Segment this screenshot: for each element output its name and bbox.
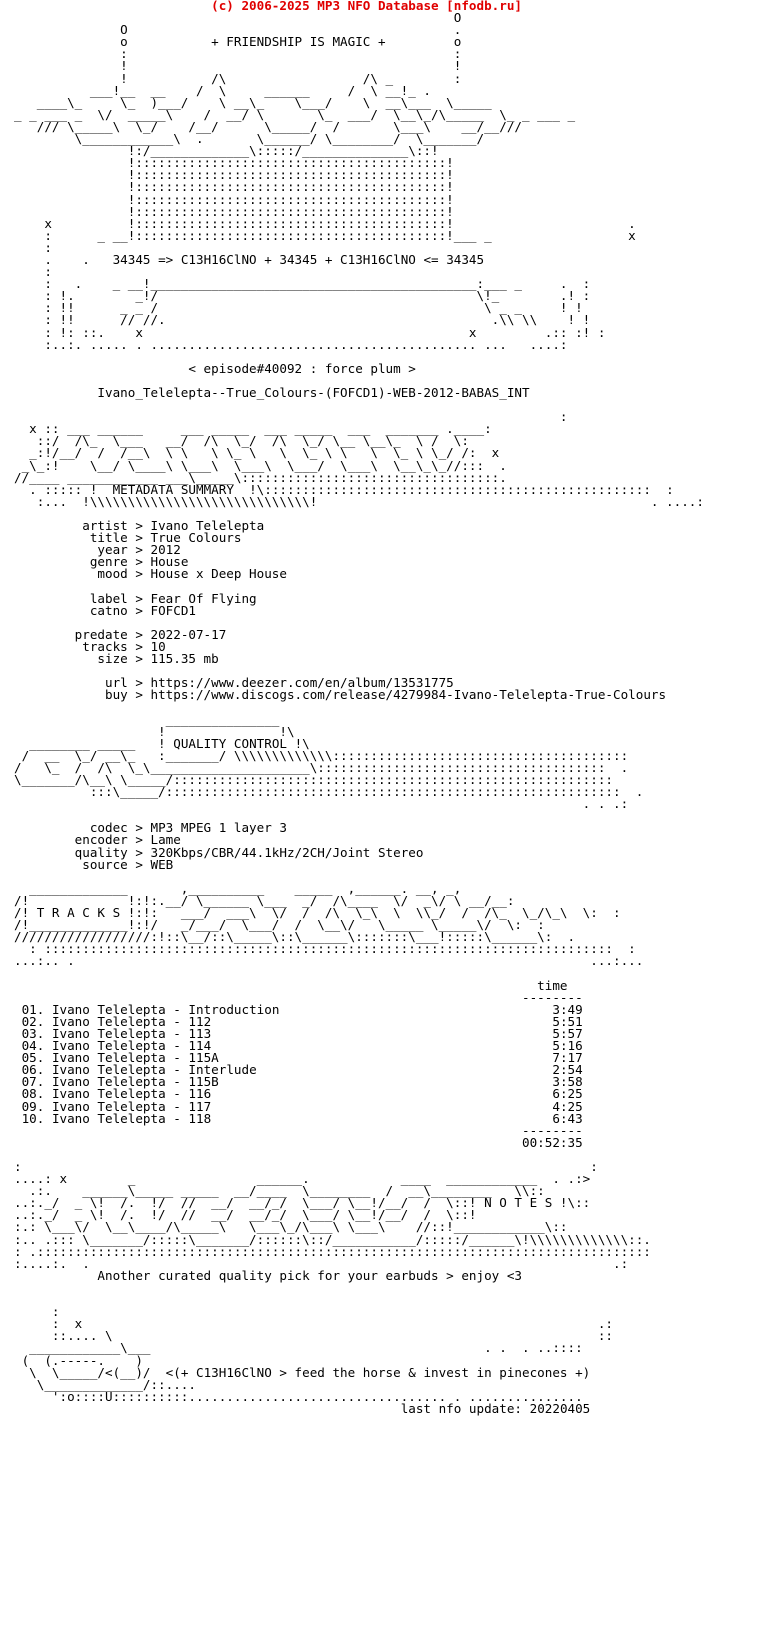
track-number: 09. — [21, 1098, 45, 1114]
notes-title: N O T E S — [484, 1195, 553, 1211]
header-art: O O . o + FRIENDSHIP IS MAGIC + o : : ! ! ! /\ /\ _ : ___!__ __ / \ ______ / \ __!_ . ____\_ \_ )___/ \ __\_ \___/ \ __\___ \_____ _ _ ___ _ \/ _____\ / __/ \ \_ ___/ \__\_/\_____ \_ _ ___ _ /// \_____\ \_/ /__/ \_____/ / \___\ __/__/// \____________\ . \______/ \________/ \_______/ !:/_____________\:::::/______________\::! !:::::::::::::::::::::::::::::::::::::::::! !:::::::::::::::::::::::::::::::::::::::::! !:::::::::::::::::::::::::::::::::::::::::! !:::::::::::::::::::::::::::::::::::::::::! !:::::::::::::::::::::::::::::::::::::::::! x !:::::::::::::::::::::::::::::::::::::::::! . : _ __!:::::::::::::::::::::::::::::::::::::::::!___ _ x : . . — [14, 10, 636, 267]
track-number: 04. — [21, 1038, 45, 1054]
metadata-row-value: Fear Of Flying — [150, 590, 257, 606]
metadata-row-value: True Colours — [150, 530, 242, 546]
metadata-row-value: House x Deep House — [150, 566, 287, 582]
quality-row: encoder > Lame — [14, 832, 181, 848]
copyright-credit: (c) 2006-2025 MP3 NFO Database [nfodb.ru] — [211, 0, 523, 13]
track-title: Ivano Telelepta - 112 — [51, 1013, 212, 1029]
metadata-row-key: catno — [14, 602, 128, 618]
metadata-row-value[interactable]: https://www.discogs.com/release/4279984-Ivano-Telelepta-True-Colours — [150, 687, 667, 703]
track-row — [14, 1111, 583, 1126]
tracks-title: T R A C K S — [36, 905, 121, 921]
metadata-row: catno > FOFCD1 — [14, 602, 196, 618]
track-number: 02. — [21, 1013, 45, 1029]
tracks-banner-art: _____________ ,__________ _____ ,______. __, _, /! !:!:.__/ \______ \___ _/ /\____ \/ _\/ \ __/__: — [14, 880, 515, 908]
metadata-row-key: url — [14, 675, 128, 691]
metadata-row-value: 115.35 mb — [150, 651, 219, 667]
track-time: 3:49 — [522, 1001, 583, 1017]
track-title: Ivano Telelepta - Interlude — [51, 1062, 257, 1078]
metadata-row-key: year — [14, 542, 128, 558]
track-time: 2:54 — [522, 1062, 583, 1078]
quality-row-key: encoder — [14, 832, 128, 848]
track-title: Ivano Telelepta - 114 — [51, 1038, 212, 1054]
notes-banner-art-bottom: ..:._/ _ \! /. !/ // __/ __/_/ \___/ \__!/__/ / \::! :.: \___\/ \__\____/\_____\ \___\_/\___\ \___\ //::!____________\:: :.. .::: \_______/:::::\_______/::::::\::/___________/:::::/______\!\\\\\\\\\\\\\::. : .::::::::::::::::::::::::::::::::::::::::::::::::::::::::::::::::::::::::::::::::: :....:. . .: — [14, 1207, 651, 1271]
track-title: Ivano Telelepta - 115A — [51, 1050, 219, 1066]
track-time: 4:25 — [522, 1098, 583, 1114]
track-number: 03. — [21, 1025, 45, 1041]
quality-banner-art: _______________ ! !\ ________ _____ ! — [29, 711, 295, 751]
notes-banner-art: : : ....: x _ ______. ____ ____________ . .:> .:. ______\_____ _____ __/____ \________ / __\________ \\:: — [14, 1159, 598, 1199]
metadata-row-value[interactable]: https://www.deezer.com/en/album/13531775 — [150, 675, 454, 691]
metadata-row-key: genre — [14, 554, 128, 570]
track-number: 01. — [21, 1001, 45, 1017]
metadata-row-key: title — [14, 530, 128, 546]
metadata-row-key: mood — [14, 566, 128, 582]
last-update-label: last nfo update: — [400, 1400, 523, 1416]
track-time: 6:25 — [522, 1086, 583, 1102]
track-time: 7:17 — [522, 1050, 583, 1066]
track-title: Ivano Telelepta - 118 — [51, 1110, 212, 1126]
metadata-row: mood > House x Deep House — [14, 566, 287, 582]
metadata-row-key: artist — [14, 518, 128, 534]
track-title: Ivano Telelepta - 116 — [51, 1086, 212, 1102]
notes-text: Another curated quality pick for your earbuds > enjoy <3 — [97, 1267, 523, 1283]
quality-list — [14, 820, 423, 871]
metadata-row-value: Ivano Telelepta — [150, 518, 265, 534]
track-time: 3:58 — [522, 1074, 583, 1090]
episode-line: < episode#40092 : force plum > — [188, 360, 416, 376]
track-number: 10. — [21, 1110, 45, 1126]
metadata-row-key: predate — [14, 626, 128, 642]
quality-row: codec > MP3 MPEG 1 layer 3 — [14, 820, 287, 836]
metadata-banner-art-bottom: :... !\\\\\\\\\\\\\\\\\\\\\\\\\\\\\! . ....: — [14, 493, 704, 509]
metadata-row-value: 10 — [150, 638, 166, 654]
footer-line: <(+ C13H16ClNO > feed the horse & invest in pinecones +) — [165, 1364, 591, 1380]
quality-row-value: WEB — [150, 856, 174, 872]
metadata-row-value: FOFCD1 — [150, 602, 196, 618]
metadata-row: genre > House — [14, 554, 189, 570]
metadata-row: title > True Colours — [14, 530, 242, 546]
formula-line: 34345 => C13H16ClNO + 34345 + C13H16ClNO <= 34345 — [112, 251, 485, 267]
metadata-row: artist > Ivano Telelepta — [14, 518, 265, 534]
metadata-row: size > 115.35 mb — [14, 651, 219, 667]
metadata-row: year > 2012 — [14, 542, 181, 558]
metadata-row: url > https://www.deezer.com/en/album/13531775 — [14, 675, 454, 691]
track-title: Ivano Telelepta - 113 — [51, 1025, 212, 1041]
metadata-row: tracks > 10 — [14, 638, 166, 654]
metadata-summary-title: METADATA SUMMARY — [112, 481, 234, 497]
tracks-banner-art-bottom: /!_____________!:!/ _/___/ \___/ / \__\/ \_____ \_____\/ \: : //////////////////:!::\__/::\_____\::\______\:::::::\___!:::::\______\: . : ::::::::::::::::::::::::::::::::::::::::::::::::::::::::::::::::::::::::::: : ...:.. . ...:... — [14, 917, 644, 969]
metadata-row-value: House — [150, 554, 189, 570]
track-time: 6:43 — [522, 1110, 583, 1126]
quality-row-key: codec — [14, 820, 128, 836]
quality-control-title: QUALITY CONTROL — [173, 735, 287, 751]
metadata-row-key: label — [14, 590, 128, 606]
track-time: 5:57 — [522, 1025, 583, 1041]
track-time: 5:16 — [522, 1038, 583, 1054]
header-art-2: : : . _ __!___________________________________________:___ _ . : : !. _!/ \!_ .! : : !! _ _ / \ _ _ ! ! : !! // //. .\\ \\ ! ! : !: ::. x x .:: :! : :..:. ..... . ........................................... ... ....: — [44, 264, 606, 352]
last-update-value: 20220405 — [529, 1400, 591, 1416]
metadata-row-key: tracks — [14, 638, 128, 654]
track-time: 5:51 — [522, 1013, 583, 1029]
metadata-row-value: 2012 — [150, 542, 181, 558]
quality-banner-art-bottom: / __ \_/ __\_ :_______/ \\\\\\\\\\\\\::::::::::::::::::::::::::::::::::::::: / \_ / /\ \_\_____________________\:::::::::::::::::::::::::::::::::::::: . \_______/\__\ \_____/:::::::::::::::::::::::::::::::::::::::::::::::::::::::::: :::\_____/:::::::::::::::::::::::::::::::::::::::::::::::::::::::::::: . . . .: — [14, 747, 644, 812]
quality-row: source > WEB — [14, 856, 174, 872]
total-time: 00:52:35 — [522, 1134, 583, 1150]
quality-row-key: source — [14, 856, 128, 872]
metadata-row-value: 2022-07-17 — [150, 626, 227, 642]
metadata-row-key: size — [14, 651, 128, 667]
metadata-banner-art: : x :: ___ ______ ___ _____ ___ _____ ___ _______ .____: ::/ /\_ \___ __/ /\ \_/ /\ \_/ \__ \__\_ \ / \: _:!/__/ / /__\ \ \ \ \_ \ \ \_ \ \ \ \_ \ \_/ /: x _\_:! \__/ \____\ \___\ \___\ \___/ \___\ \__\_\_//::: . //____ ____________ ___\_____\::::::::::::::::::::::::::::::::::. . ::::: — [14, 409, 568, 497]
time-column-header: time — [537, 977, 568, 993]
quality-row-value: Lame — [150, 832, 181, 848]
metadata-row: predate > 2022-07-17 — [14, 626, 227, 642]
nfo-document: (c) 2006-2025 MP3 NFO Database [nfodb.ru] O O . o + FRIENDSHIP IS MAGIC + o : : ! ! ! /\ /\ _ : ___!__ __ / \ ______ / \ __!_ . ____\_ \_ )___/ \ __\_ \___/ \ __\___ \_____ _ _ ___ _ \/ _____\ / __/ \ \_ ___/ \__\_/\_____ \_ _ ___ _ /// \_____\ \_/ /__/ \_____/ / \___\ __/__/// \____________\ . \______/ \________/ \_______/ !:/_____________\:::::/______________\::! !:::::::::::::::::::::::::::::::::::::::::! !:::::::::::::::::::::::::::::::::::::::::! !:::::::::::::::::::::::::::::::::::::::::! !:::::::::::::::::::::::::::::::::::::::::! !:::::::::::::::::::::::::::::::::::::::::! x !:::::::::::::::::::::::::::::::::::::::::! . : _ __!:::::::::::::::::::::::::::::::::::::::::!___ _ x : . . 34345 => C13H16ClNO + 34345 + C13H16ClNO <= 34345 : : . _ __!___________________________________________:___ _ . : : !. _!/ \!_ .! : : !! _ _ / \ _ _ ! ! : !! // //. .\\ \\ ! ! : !: ::. x x .:: :! : :..:. ..... . ........................................... ... ....: < episode#40092 : force plum > Ivano_Telelepta--True_Colours-(FOFCD1)-WEB-2012-BABAS_INT : x :: ___ ______ ___ _____ ___ _____ ___ _______ .____: ::/ /\_ \___ __/ /\ \_/ /\ \_/ \__ \__\_ \ / \: _:!/__/ / /__\ \ \ \ \_ \ \ \_ \ \ \ \_ \ \_/ /: x _\_:! \__/ \____\ \___\ \___\ \___/ \___\ \__\_\_//::: . //____ ____________ ___\_____\::::::::::::::::::::::::::::::::::. . ::::: ! METADATA SUMMARY !\::::::::::::::::::::::::::::::::::::::::::::::::::: : :... !\\\\\\\\\\\\\\\\\\\\\\\\\\\\\! . ....: artist > Ivano Telelepta title > True Colours year > 2012 genre > House mood > House x Deep House label > Fear Of Flying catno > FOFCD1 predate > 2022-07-17 tracks > 10 size > 115.35 mb url > https://www.deezer.com/en/album/13531775 buy > https://www.discogs.com/release/4279984-Ivano-Telelepta-True-Colours _______________ ! !\ ________ _____ ! QUALITY CONTROL !\ / __ \_/ __\_ :_______/ \\\\\\\\\\\\\::::::::::::::::::::::::::::::::::::::: / \_ / /\ \_\_____________________\:::::::::::::::::::::::::::::::::::::: . \_______/\__\ \_____/:::::::::::::::::::::::::::::::::::::::::::::::::::::::::: :::\_____/:::::::::::::::::::::::::::::::::::::::::::::::::::::::::::: . . . .: codec > MP3 MPEG 1 layer 3 encoder > Lame quality > 320Kbps/CBR/44.1kHz/2CH/Joint Stereo source > WEB _____________ ,__________ _____ ,______. __, _, /! !:!:.__/ \______ \___ _/ /\____ \/ _\/ \ __/__: /! T R A C K S !:!: ___/ ___\ \/ / /\ \_\ \ \\_/ / /\_ \_/\_\ \: : /!_____________!:!/ _/___/ \___/ / \__\/ \_____ \_____\/ \: : //////////////////:!::\__/::\_____\::\______\:::::::\___!:::::\______\: . : ::::::::::::::::::::::::::::::::::::::::::::::::::::::::::::::::::::::::::: : ...:.. . ...:... time -------- 01. Ivano Telelepta - Introduction 3:49 02. Ivano Telelepta - 112 5:51 03. Ivano Telelepta - 113 5:57 04. Ivano Telelepta - 114 5:16 05. Ivano Telelepta - 115A 7:17 06. Ivano Telelepta - Interlude 2:54 07. Ivano Telelepta - 115B 3:58 08. Ivano Telelepta - 116 6:25 09. Ivano Telelepta - 117 4:25 10. Ivano Telelepta - 118 6:43 -------- 00:52:35 : : ....: x _ ______. ____ ____________ . .:> .:. ______\_____ _____ __/____ \________ / __\________ \\:: ..:._/ _ \! /. !/ // __/ __/_/ \___/ \__!/__/ / \::! N O T E S !\:: ..:._/ _ \! /. !/ // __/ __/_/ \___/ \__!/__/ / \::! :.: \___\/ \__\____/\_____\ \___\_/\___\ \___\ //::!____________\:: :.. .::: \_______/:::::\_______/::::::\::/___________/:::::/______\!\\\\\\\\\\\\\::. : .::::::::::::::::::::::::::::::::::::::::::::::::::::::::::::::::::::::::::::::::: :....:. . .: Another curated quality pick for your earbuds > enjoy <3 : : x .: ::.... \ :: ____________\___ . . . ..:::: ( (.-----. ) \ \_____/<(__)/ <(+ C13H16ClNO > feed the horse & invest in pinecones +) \_____________/::.... ':o::::U::::::::::.................................. . ............... last nfo update: 20220405 — [14, 0, 704, 1416]
footer-art: : : x .: ::.... \ :: ____________\___ . . . ..:::: ( (.-----. ) \ \_____/<(__)/ — [21, 1304, 613, 1380]
metadata-list — [14, 518, 666, 702]
track-number: 07. — [21, 1074, 45, 1090]
track-number: 06. — [21, 1062, 45, 1078]
metadata-row: label > Fear Of Flying — [14, 590, 257, 606]
quality-row: quality > 320Kbps/CBR/44.1kHz/2CH/Joint Stereo — [14, 844, 424, 860]
tracklist — [14, 1002, 583, 1126]
track-number: 05. — [21, 1050, 45, 1066]
track-number: 08. — [21, 1086, 45, 1102]
metadata-row: buy > https://www.discogs.com/release/4279984-Ivano-Telelepta-True-Colours — [14, 687, 667, 703]
track-title: Ivano Telelepta - Introduction — [51, 1001, 280, 1017]
track-title: Ivano Telelepta - 117 — [51, 1098, 212, 1114]
metadata-row-key: buy — [14, 687, 128, 703]
quality-row-value: MP3 MPEG 1 layer 3 — [150, 820, 287, 836]
quality-row-value: 320Kbps/CBR/44.1kHz/2CH/Joint Stereo — [150, 844, 424, 860]
footer-art-2: \_____________/::.... ':o::::U::::::::::.................................. . ............... — [36, 1376, 583, 1404]
quality-row-key: quality — [14, 844, 128, 860]
release-name: Ivano_Telelepta--True_Colours-(FOFCD1)-WEB-2012-BABAS_INT — [97, 385, 530, 400]
track-title: Ivano Telelepta - 115B — [51, 1074, 219, 1090]
